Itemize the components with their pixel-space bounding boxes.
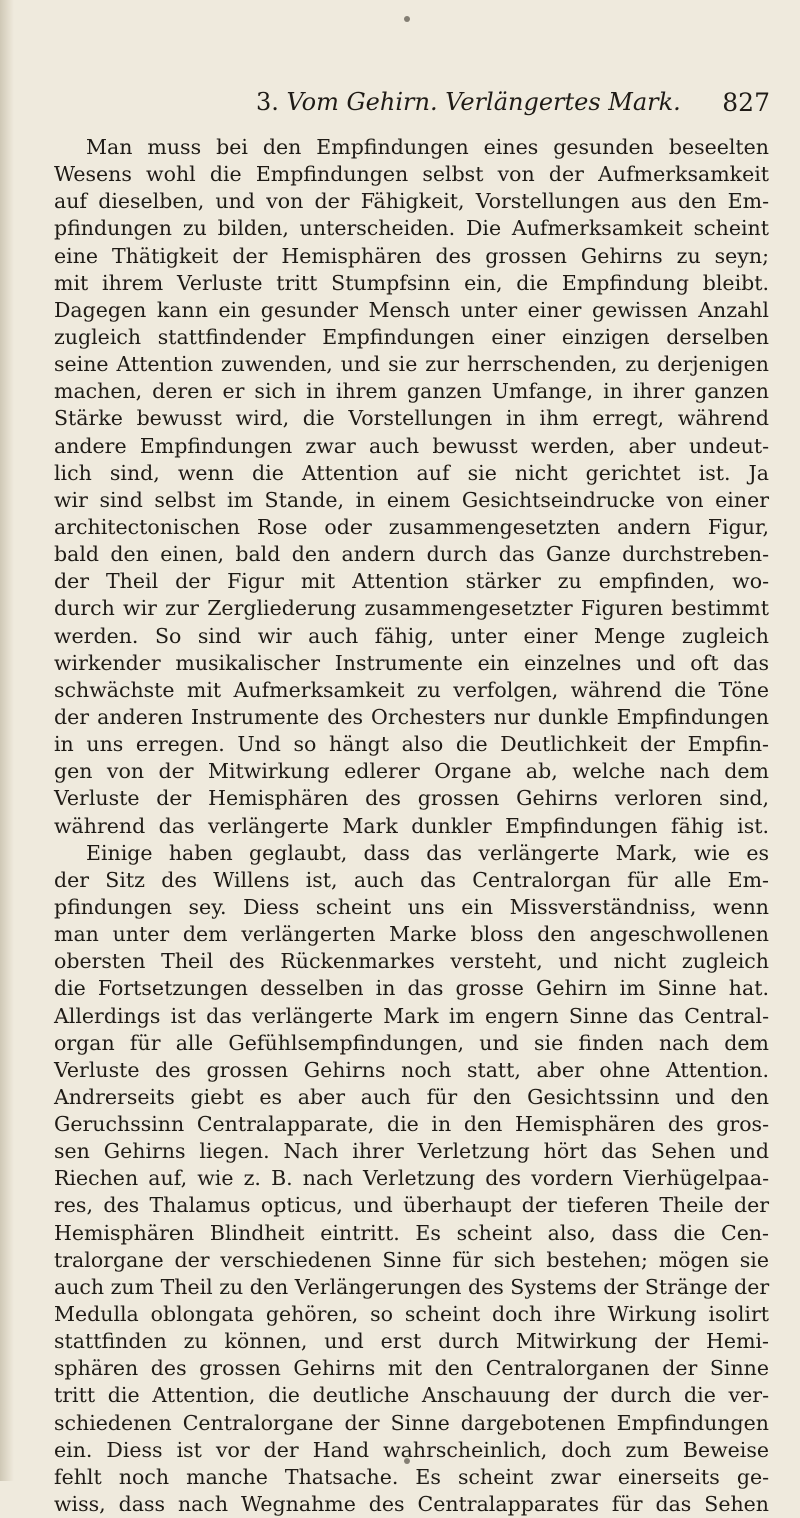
page-binding-edge: [0, 0, 14, 1481]
text-line: pfindungen zu bilden, unterscheiden. Die Aufmerksamkeit scheint: [54, 216, 769, 241]
text-line: durch wir zur Zergliederung zusammengesetzter Figuren bestimmt: [54, 596, 769, 621]
text-line: fehlt noch manche Thatsache. Es scheint zwar einerseits ge-: [54, 1464, 769, 1489]
section-title: Vom Gehirn. Verlängertes Mark.: [286, 88, 681, 116]
text-line: wir sind selbst im Stande, in einem Gesichtseindrucke von einer: [54, 487, 769, 512]
text-line: architectonischen Rose oder zusammengesetzten andern Figur,: [54, 514, 769, 539]
text-line: machen, deren er sich in ihrem ganzen Umfange, in ihrer ganzen: [54, 379, 769, 404]
text-line: Riechen auf, wie z. B. nach Verletzung des vordern Vierhügelpaa-: [54, 1166, 769, 1191]
text-line: eine Thätigkeit der Hemisphären des grossen Gehirns zu seyn;: [54, 243, 769, 268]
text-line: Medulla oblongata gehören, so scheint doch ihre Wirkung isolirt: [54, 1302, 769, 1327]
text-line: Andrerseits giebt es aber auch für den Gesichtssinn und den: [54, 1084, 769, 1109]
text-line: werden. So sind wir auch fähig, unter einer Menge zugleich: [54, 623, 769, 648]
text-line: sphären des grossen Gehirns mit den Centralorganen der Sinne: [54, 1356, 769, 1381]
page-number: 827: [722, 88, 770, 117]
text-line: tritt die Attention, die deutliche Anschauung der durch die ver-: [54, 1383, 769, 1408]
text-line: andere Empfindungen zwar auch bewusst werden, aber undeut-: [54, 433, 769, 458]
text-line: res, des Thalamus opticus, und überhaupt der tieferen Theile der: [54, 1193, 769, 1218]
text-line: pfindungen sey. Diess scheint uns ein Missverständniss, wenn: [54, 894, 769, 919]
text-line: auch zum Theil zu den Verlängerungen des Systems der Stränge der: [54, 1274, 770, 1299]
text-line: Wesens wohl die Empfindungen selbst von der Aufmerksamkeit: [54, 162, 769, 187]
running-header: [100, 84, 772, 124]
text-line: obersten Theil des Rückenmarkes versteht, und nicht zugleich: [54, 949, 769, 974]
text-line: der Sitz des Willens ist, auch das Centralorgan für alle Em-: [54, 867, 769, 892]
text-line: Stärke bewusst wird, die Vorstellungen in ihm erregt, während: [54, 406, 769, 431]
text-line: gen von der Mitwirkung edlerer Organe ab, welche nach dem: [54, 759, 769, 784]
text-line: schwächste mit Aufmerksamkeit zu verfolgen, während die Töne: [54, 677, 769, 702]
text-line: der anderen Instrumente des Orchesters nur dunkle Empfindungen: [54, 704, 769, 729]
text-line: Dagegen kann ein gesunder Mensch unter einer gewissen Anzahl: [54, 297, 769, 322]
text-line: die Fortsetzungen desselben in das grosse Gehirn im Sinne hat.: [54, 976, 769, 1001]
section-heading: [256, 88, 681, 116]
text-line: ein. Diess ist vor der Hand wahrscheinlich, doch zum Beweise: [54, 1437, 769, 1462]
text-line: wirkender musikalischer Instrumente ein einzelnes und oft das: [54, 650, 769, 675]
text-line: man unter dem verlängerten Marke bloss den angeschwollenen: [54, 922, 769, 947]
text-line: zugleich stattfindender Empfindungen einer einzigen derselben: [54, 324, 769, 349]
text-line: in uns erregen. Und so hängt also die Deutlichkeit der Empfin-: [54, 732, 769, 757]
text-line: der Theil der Figur mit Attention stärker zu empfinden, wo-: [54, 569, 769, 594]
text-line: wiss, dass nach Wegnahme des Centralapparates für das Sehen: [54, 1492, 769, 1517]
text-line: während das verlängerte Mark dunkler Empfindungen fähig ist.: [54, 813, 769, 838]
text-line: Verluste der Hemisphären des grossen Gehirns verloren sind,: [54, 786, 769, 811]
text-line: bald den einen, bald den andern durch das Ganze durchstreben-: [54, 542, 769, 567]
text-line: mit ihrem Verluste tritt Stumpfsinn ein, die Empfindung bleibt.: [54, 270, 769, 295]
section-number: 3.: [256, 88, 279, 116]
text-line: tralorgane der verschiedenen Sinne für sich bestehen; mögen sie: [54, 1247, 769, 1272]
text-line: schiedenen Centralorgane der Sinne dargebotenen Empfindungen: [54, 1410, 769, 1435]
text-line: Verluste des grossen Gehirns noch statt, aber ohne Attention.: [54, 1057, 769, 1082]
text-line: Allerdings ist das verlängerte Mark im engern Sinne das Central-: [54, 1003, 769, 1028]
text-line: Man muss bei den Empfindungen eines gesunden beseelten: [86, 135, 769, 159]
text-line: Einige haben geglaubt, dass das verlängerte Mark, wie es: [86, 840, 769, 865]
text-line: sen Gehirns liegen. Nach ihrer Verletzung hört das Sehen und: [54, 1139, 769, 1164]
text-line: Hemisphären Blindheit eintritt. Es scheint also, dass die Cen-: [54, 1220, 769, 1245]
text-line: Geruchssinn Centralapparate, die in den Hemisphären des gros-: [54, 1112, 769, 1137]
ink-speck: [404, 16, 410, 22]
text-line: seine Attention zuwenden, und sie zur herrschenden, zu derjenigen: [54, 352, 769, 377]
text-line: stattfinden zu können, und erst durch Mitwirkung der Hemi-: [54, 1329, 769, 1354]
text-line: auf dieselben, und von der Fähigkeit, Vorstellungen aus den Em-: [54, 189, 769, 214]
text-line: organ für alle Gefühlsempfindungen, und sie finden nach dem: [54, 1030, 769, 1055]
text-line: lich sind, wenn die Attention auf sie nicht gerichtet ist. Ja: [54, 460, 769, 485]
body-text: [54, 134, 769, 1518]
